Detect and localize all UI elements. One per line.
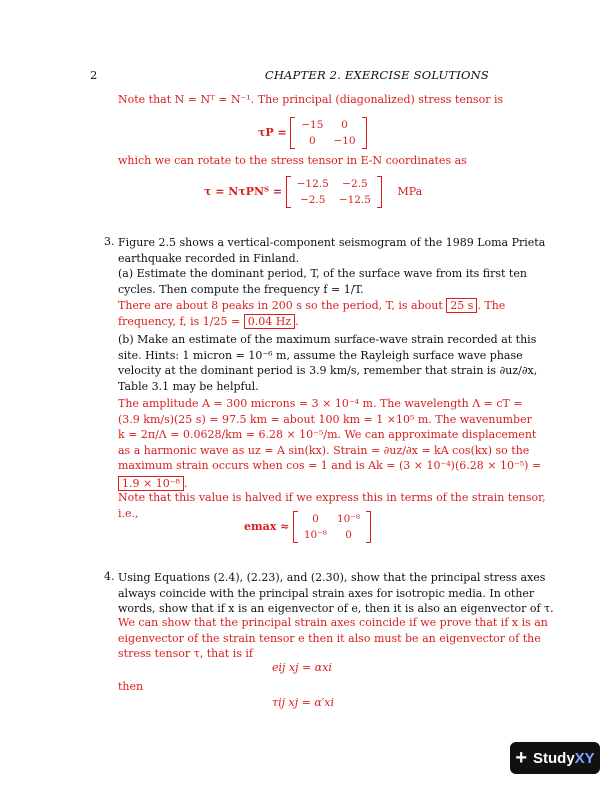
text-line: eigenvector of the strain tensor e then it also must be an eigenvector of the [118,631,541,645]
matrix-cell: 0 [345,529,352,541]
equation-eigen-stress: τij xj = α′xi [272,696,334,709]
text-line: site. Hints: 1 micron = 10⁻⁶ m, assume the Rayleigh surface wave phase [118,348,523,362]
equation-principal-stress [258,117,367,149]
boxed-answer-strain: 1.9 × 10⁻⁸ [118,476,184,491]
matrix-cell: 10⁻⁸ [337,513,361,525]
text-span: frequency, f, is 1/25 = [118,314,241,328]
equation-lhs: τP = [258,126,287,139]
text-line: We can show that the principal strain axes coincide if we prove that if x is an [118,616,548,629]
matrix-cell: −15 [301,119,324,131]
text-line: velocity at the dominant period is 3.9 km/s, remember that strain is ∂uz/∂x, [118,364,538,378]
matrix-cell: 0 [308,135,316,147]
boxed-answer-period: 25 s [446,298,477,313]
text-span: . [183,476,188,490]
text-line: stress tensor τ, that is if [118,647,253,661]
chapter-title: CHAPTER 2. EXERCISE SOLUTIONS [264,68,489,82]
matrix-cell: 0 [312,513,319,525]
equation-lhs: emax ≈ [244,520,290,533]
matrix-cell: −12.5 [296,178,329,190]
text-line: always coincide with the principal strain axes for isotropic media. In other [118,586,535,600]
studyxy-logo [510,742,600,774]
text-line: Using Equations (2.4), (2.23), and (2.30), show that the principal stress axes [118,571,546,584]
text-line: k = 2π/Λ = 0.0628/km = 6.28 × 10⁻⁵/m. We can approximate displacement [118,428,537,442]
text-line: i.e., [118,506,139,520]
item4-question [118,570,554,617]
equation-eigen-strain: eij xj = αxi [272,661,332,674]
text-line: earthquake recorded in Finland. [118,251,300,265]
matrix-cell: 10⁻⁸ [303,529,327,541]
text-line: Figure 2.5 shows a vertical-component seismogram of the 1989 Loma Prieta [118,236,546,249]
matrix [293,511,371,543]
item3-part-b [118,332,537,394]
matrix-cell: −10 [333,135,356,147]
note-paragraph: Note that N = Nᵀ = N⁻¹. The principal (diagonalized) stress tensor is [118,93,504,106]
text-span: There are about 8 peaks in 200 s so the period, T, is about [118,299,443,312]
item3-intro [118,235,545,266]
matrix-cell: −2.5 [342,178,368,190]
text-line: (b) Make an estimate of the maximum surface-wave strain recorded at this [118,333,537,346]
page-number: 2 [90,68,98,82]
matrix [290,117,366,149]
then-label: then [118,680,144,693]
matrix-cell: −12.5 [338,194,371,206]
text-line: maximum strain occurs when cos = 1 and is Ak = (3 × 10⁻⁴)(6.28 × 10⁻⁵) = [118,459,542,473]
plus-icon: + [515,747,527,769]
logo-text-study: Study [533,749,575,767]
text-line: as a harmonic wave as uz = A sin(kx). Strain = ∂uz/∂x = kA cos(kx) so the [118,443,530,457]
matrix [286,176,382,208]
item-number: 4. [104,570,115,583]
text-line: words, show that if x is an eigenvector of e, then it is also an eigenvector of τ. [118,602,554,616]
text-line [118,298,505,314]
text-span: . [295,314,299,328]
equation-strain-tensor [244,511,371,543]
text-line [118,314,505,330]
rotate-paragraph: which we can rotate to the stress tensor in E-N coordinates as [118,154,467,167]
unit-label: MPa [397,185,423,198]
text-line: (3.9 km/s)(25 s) = 97.5 km = about 100 km = 1 ×10⁵ m. The wavenumber [118,412,532,426]
item3-part-a [118,266,527,297]
text-line: Note that this value is halved if we express this in terms of the strain tensor, [118,491,546,504]
matrix-cell: 0 [341,119,348,131]
text-line: cycles. Then compute the frequency f = 1/T. [118,282,364,296]
item-number: 3. [104,235,115,248]
logo-text-xy: XY [574,749,595,767]
item3-answer-b [118,396,541,492]
equation-lhs: τ = NτPNᵀ = [204,185,283,198]
text-line: Table 3.1 may be helpful. [118,379,259,393]
item3-answer-a [118,298,505,329]
item4-answer [118,615,548,662]
matrix-cell: −2.5 [299,194,326,206]
text-span: . The [477,299,506,312]
text-line: (a) Estimate the dominant period, T, of the surface wave from its first ten [118,267,527,280]
boxed-answer-frequency: 0.04 Hz [244,314,295,329]
text-line: The amplitude A = 300 microns = 3 × 10⁻⁴ m. The wavelength Λ = cT = [118,397,523,410]
equation-rotated-stress [204,176,422,208]
